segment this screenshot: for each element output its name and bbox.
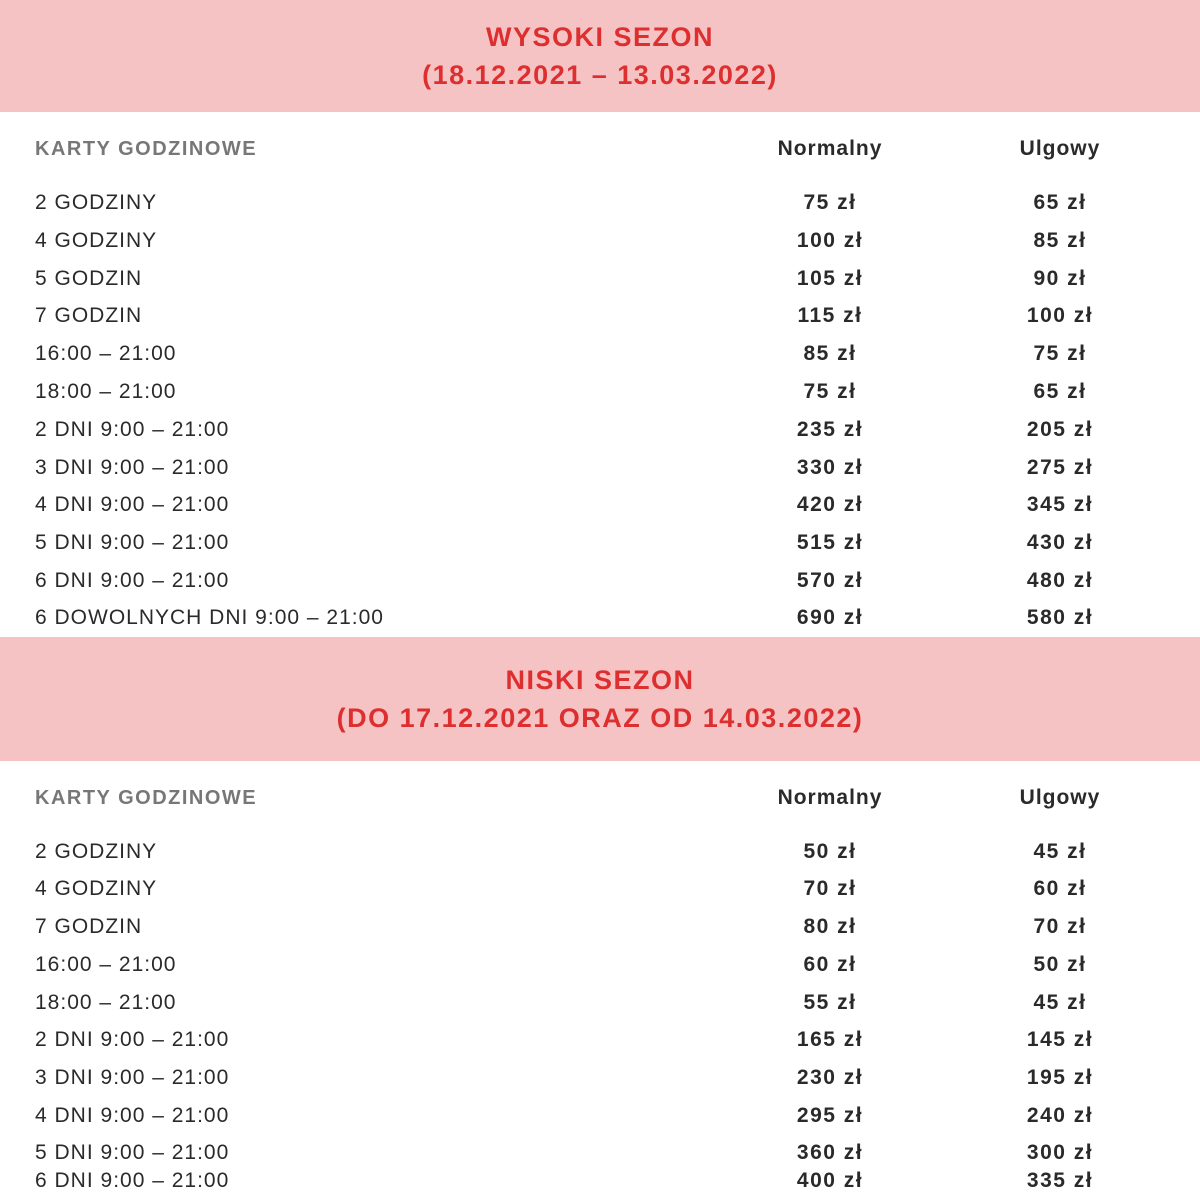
table-row — [0, 984, 1200, 1022]
table-row — [0, 486, 1200, 524]
reduced-price: 275 zł — [1026, 456, 1094, 479]
reduced-price: 50 zł — [1033, 953, 1087, 976]
row-label: 5 DNI 9:00 – 21:00 — [35, 531, 230, 554]
column-header-reduced: Ulgowy — [1019, 786, 1101, 809]
table-row — [0, 870, 1200, 908]
table-row — [0, 411, 1200, 449]
column-header-card-type: KARTY GODZINOWE — [35, 138, 258, 160]
normal-price: 165 zł — [796, 1028, 864, 1051]
normal-price: 115 zł — [797, 304, 863, 327]
table-row — [0, 524, 1200, 562]
column-header-normal: Normalny — [777, 137, 883, 160]
reduced-price: 75 zł — [1033, 342, 1087, 365]
reduced-price: 100 zł — [1026, 304, 1094, 327]
row-label: 3 DNI 9:00 – 21:00 — [35, 456, 230, 479]
normal-price: 515 zł — [796, 531, 864, 554]
table-row — [0, 599, 1200, 637]
table-row — [0, 260, 1200, 298]
row-label: 4 DNI 9:00 – 21:00 — [35, 493, 230, 516]
row-label: 18:00 – 21:00 — [35, 991, 177, 1014]
reduced-price: 45 zł — [1033, 991, 1087, 1014]
normal-price: 80 zł — [803, 915, 857, 938]
row-label: 7 GODZIN — [35, 304, 143, 327]
normal-price: 85 zł — [803, 342, 857, 365]
normal-price: 230 zł — [796, 1066, 864, 1089]
high-season-banner — [0, 0, 1200, 112]
row-label: 4 GODZINY — [35, 229, 158, 252]
reduced-price: 240 zł — [1026, 1104, 1094, 1127]
normal-price: 75 zł — [803, 191, 857, 214]
row-label: 16:00 – 21:00 — [35, 953, 177, 976]
table-row — [0, 222, 1200, 260]
normal-price: 50 zł — [803, 840, 857, 863]
reduced-price: 205 zł — [1026, 418, 1094, 441]
reduced-price: 85 zł — [1033, 229, 1087, 252]
row-label: 4 DNI 9:00 – 21:00 — [35, 1104, 230, 1127]
row-label: 2 GODZINY — [35, 840, 158, 863]
reduced-price: 195 zł — [1026, 1066, 1094, 1089]
table-row — [0, 908, 1200, 946]
normal-price: 55 zł — [803, 991, 857, 1014]
row-label: 4 GODZINY — [35, 877, 158, 900]
table-row — [0, 946, 1200, 984]
table-row — [0, 449, 1200, 487]
reduced-price: 430 zł — [1026, 531, 1094, 554]
normal-price: 690 zł — [796, 606, 864, 629]
reduced-price: 580 zł — [1026, 606, 1094, 629]
reduced-price: 335 zł — [1026, 1169, 1094, 1192]
reduced-price: 70 zł — [1033, 915, 1087, 938]
low-season-banner — [0, 637, 1200, 761]
row-label: 3 DNI 9:00 – 21:00 — [35, 1066, 230, 1089]
reduced-price: 60 zł — [1033, 877, 1087, 900]
reduced-price: 65 zł — [1033, 191, 1087, 214]
normal-price: 100 zł — [796, 229, 864, 252]
low-season-dates: (DO 17.12.2021 ORAZ OD 14.03.2022) — [336, 703, 864, 733]
high-season-dates: (18.12.2021 – 13.03.2022) — [422, 60, 778, 90]
table-row — [0, 335, 1200, 373]
row-label: 16:00 – 21:00 — [35, 342, 177, 365]
row-label: 5 DNI 9:00 – 21:00 — [35, 1141, 230, 1164]
high-season-table-header — [0, 130, 1200, 168]
normal-price: 330 zł — [796, 456, 864, 479]
row-label: 6 DOWOLNYCH DNI 9:00 – 21:00 — [35, 606, 384, 629]
reduced-price: 480 zł — [1026, 569, 1094, 592]
row-label: 2 GODZINY — [35, 191, 158, 214]
high-season-title: WYSOKI SEZON — [485, 22, 714, 52]
reduced-price: 145 zł — [1026, 1028, 1094, 1051]
normal-price: 360 zł — [796, 1141, 864, 1164]
row-label: 5 GODZIN — [35, 267, 143, 290]
table-row — [0, 1059, 1200, 1097]
row-label: 2 DNI 9:00 – 21:00 — [35, 1028, 230, 1051]
low-season-title: NISKI SEZON — [505, 665, 695, 695]
table-row — [0, 1097, 1200, 1135]
reduced-price: 345 zł — [1026, 493, 1094, 516]
normal-price: 400 zł — [796, 1169, 864, 1192]
table-row — [0, 562, 1200, 600]
column-header-normal: Normalny — [777, 786, 883, 809]
row-label: 6 DNI 9:00 – 21:00 — [35, 1169, 230, 1192]
normal-price: 105 zł — [796, 267, 864, 290]
normal-price: 295 zł — [796, 1104, 864, 1127]
table-row — [0, 1162, 1200, 1200]
reduced-price: 90 zł — [1033, 267, 1087, 290]
table-row — [0, 373, 1200, 411]
normal-price: 570 zł — [796, 569, 864, 592]
normal-price: 75 zł — [803, 380, 857, 403]
normal-price: 235 zł — [796, 418, 864, 441]
low-season-table-header — [0, 779, 1200, 817]
reduced-price: 300 zł — [1026, 1141, 1094, 1164]
reduced-price: 65 zł — [1033, 380, 1087, 403]
row-label: 7 GODZIN — [35, 915, 143, 938]
column-header-card-type: KARTY GODZINOWE — [35, 787, 258, 809]
table-row — [0, 297, 1200, 335]
normal-price: 60 zł — [803, 953, 857, 976]
row-label: 2 DNI 9:00 – 21:00 — [35, 418, 230, 441]
normal-price: 70 zł — [803, 877, 857, 900]
column-header-reduced: Ulgowy — [1019, 137, 1101, 160]
row-label: 18:00 – 21:00 — [35, 380, 177, 403]
table-row — [0, 184, 1200, 222]
normal-price: 420 zł — [796, 493, 864, 516]
row-label: 6 DNI 9:00 – 21:00 — [35, 569, 230, 592]
reduced-price: 45 zł — [1033, 840, 1087, 863]
table-row — [0, 1021, 1200, 1059]
table-row — [0, 833, 1200, 871]
